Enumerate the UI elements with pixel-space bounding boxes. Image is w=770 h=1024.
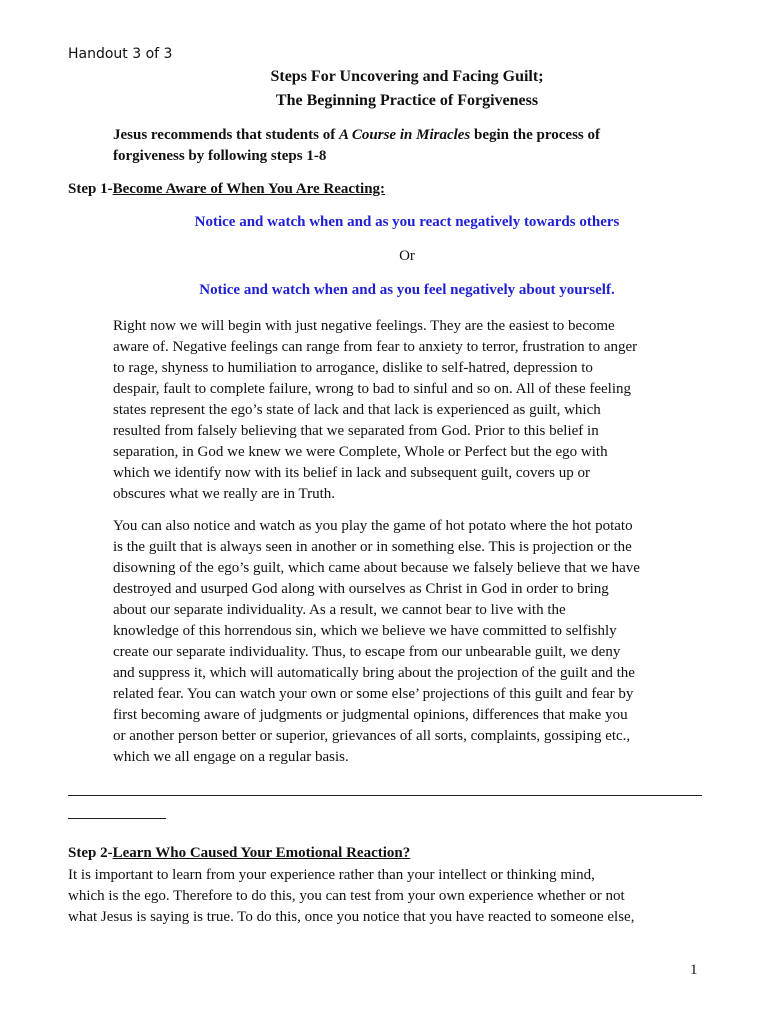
- paragraph-line: despair, fault to complete failure, wrong to bad to sinful and so on. All of these feeling: [113, 381, 632, 397]
- paragraph-line: knowledge of this horrendous sin, which we believe we have committed to selfishly: [113, 623, 617, 639]
- paragraph-line: and suppress it, which will automatically bring about the projection of the guilt and the: [113, 665, 635, 681]
- intro-paragraph: [113, 125, 673, 167]
- paragraph-line: which we identify now with its belief in lack and subsequent guilt, covers up or: [113, 465, 590, 481]
- intro-suffix: begin the process of: [470, 127, 600, 143]
- step2-label: Step 2-: [68, 845, 113, 861]
- step1-paragraph-1: [113, 316, 703, 505]
- intro-line-1: [113, 125, 673, 146]
- page-number: 1: [690, 962, 698, 978]
- paragraph-line: Right now we will begin with just negative feelings. They are the easiest to become: [113, 318, 615, 334]
- paragraph-line: which we all engage on a regular basis.: [113, 749, 349, 765]
- step2-heading: [68, 845, 410, 862]
- intro-book-title: A Course in Miracles: [338, 127, 471, 143]
- title-line-1: Steps For Uncovering and Facing Guilt;: [270, 68, 544, 85]
- step2-paragraph: [68, 865, 708, 928]
- paragraph-line: to rage, shyness to humiliation to arrogance, dislike to self-hatred, depression to: [113, 360, 593, 376]
- step1-heading: [68, 181, 385, 198]
- paragraph-line: which is the ego. Therefore to do this, you can test from your own experience whether or not: [68, 888, 625, 904]
- paragraph-line: separation, in God we knew we were Complete, Whole or Perfect but the ego with: [113, 444, 608, 460]
- intro-line-2: forgiveness by following steps 1-8: [113, 148, 327, 164]
- paragraph-line: You can also notice and watch as you play the game of hot potato where the hot potato: [113, 518, 633, 534]
- notice-others-text: Notice and watch when and as you react negatively towards others: [194, 214, 620, 230]
- paragraph-line: or another person better or superior, grievances of all sorts, complaints, gossiping etc.,: [113, 728, 631, 744]
- paragraph-line: states represent the ego’s state of lack and that lack is experienced as guilt, which: [113, 402, 601, 418]
- paragraph-line: is the guilt that is always seen in another or in something else. This is projection or the: [113, 539, 632, 555]
- step1-paragraph-2: [113, 516, 703, 768]
- step1-label: Step 1-: [68, 181, 113, 197]
- paragraph-line: resulted from falsely believing that we separated from God. Prior to this belief in: [113, 423, 599, 439]
- paragraph-line: disowning of the ego’s guilt, which came about because we falsely believe that we have: [113, 560, 640, 576]
- section-divider: [68, 795, 702, 796]
- paragraph-line: It is important to learn from your experience rather than your intellect or thinking mind,: [68, 867, 595, 883]
- title-line-2: The Beginning Practice of Forgiveness: [275, 92, 539, 109]
- or-text: Or: [399, 248, 415, 264]
- paragraph-line: obscures what we really are in Truth.: [113, 486, 336, 502]
- section-divider-short: [68, 818, 166, 819]
- paragraph-line: related fear. You can watch your own or some else’ projections of this guilt and fear by: [113, 686, 634, 702]
- paragraph-line: what Jesus is saying is true. To do this, once you notice that you have reacted to someone else,: [68, 909, 635, 925]
- handout-label: Handout 3 of 3: [68, 46, 173, 62]
- paragraph-line: first becoming aware of judgments or judgmental opinions, differences that make you: [113, 707, 628, 723]
- step1-heading-text: Become Aware of When You Are Reacting:: [112, 181, 386, 197]
- paragraph-line: aware of. Negative feelings can range from fear to anxiety to terror, frustration to anger: [113, 339, 638, 355]
- notice-self-text: Notice and watch when and as you feel negatively about yourself.: [199, 282, 615, 298]
- step2-heading-text: Learn Who Caused Your Emotional Reaction?: [112, 845, 411, 861]
- intro-prefix: Jesus recommends that students of: [113, 127, 339, 143]
- paragraph-line: create our separate individuality. Thus, to escape from our unbearable guilt, we deny: [113, 644, 621, 660]
- paragraph-line: destroyed and usurped God along with ourselves as Christ in God in order to bring: [113, 581, 609, 597]
- paragraph-line: about our separate individuality. As a result, we cannot bear to live with the: [113, 602, 566, 618]
